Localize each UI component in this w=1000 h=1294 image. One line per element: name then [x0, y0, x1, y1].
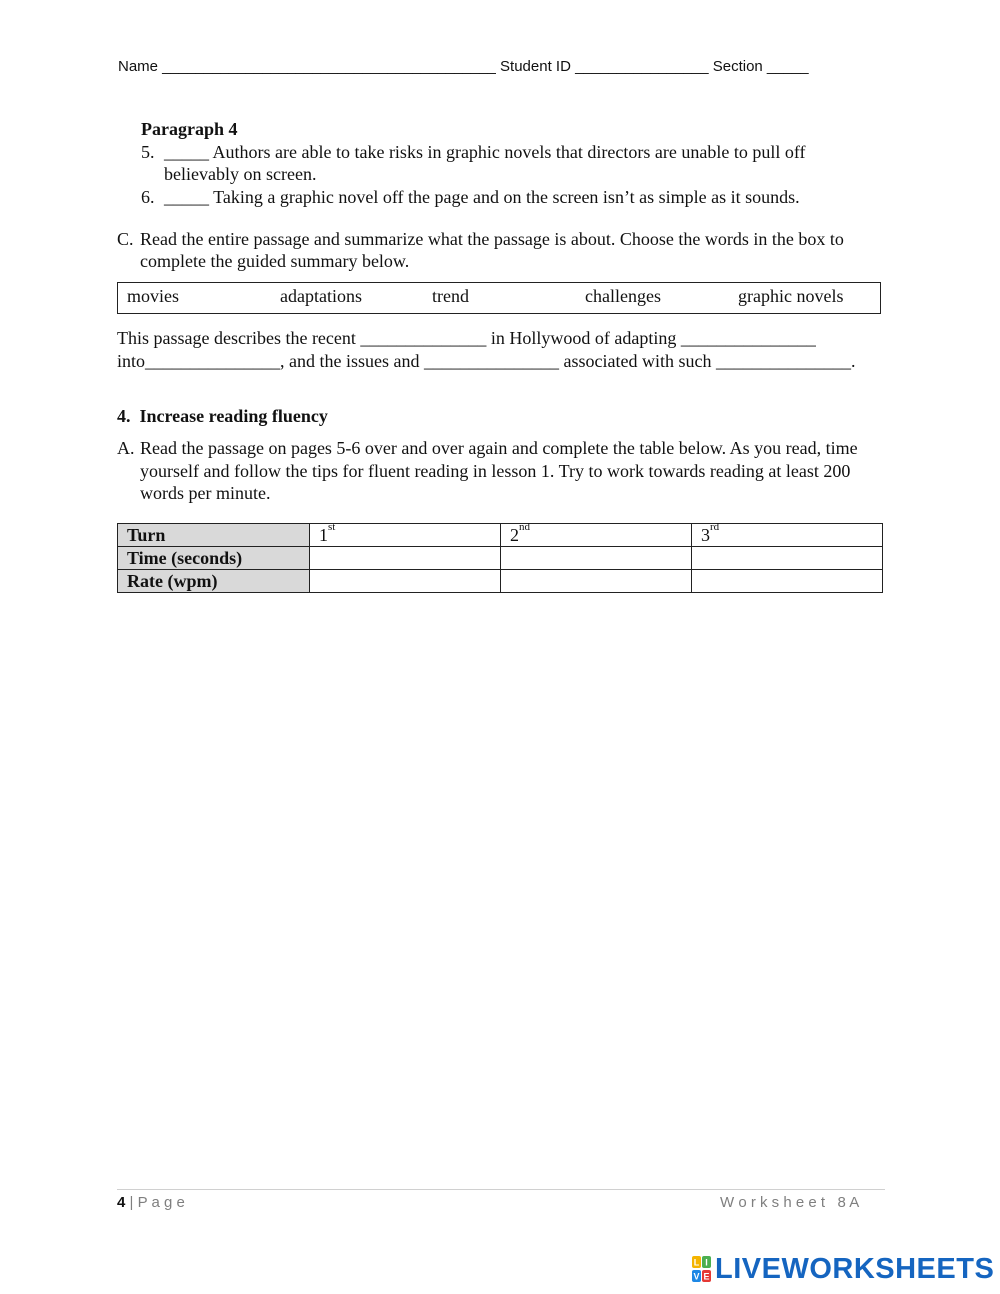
item-number: 6. — [141, 187, 155, 207]
row-label-rate: Rate (wpm) — [118, 570, 310, 593]
live-logo-icon — [692, 1255, 712, 1283]
time-cell-1[interactable] — [310, 547, 501, 570]
student-info-header: Name ________________________________________ Student ID ________________ Section _____ — [118, 58, 809, 75]
brand-name: LIVEWORKSHEETS — [715, 1252, 995, 1285]
turn-header-3: 3rd — [692, 524, 883, 547]
section-4-heading: 4. Increase reading fluency — [117, 406, 328, 426]
rate-cell-1[interactable] — [310, 570, 501, 593]
item-text: _____ Taking a graphic novel off the page and on the screen isn’t as simple as it sounds. — [164, 187, 800, 207]
table-row — [118, 547, 883, 570]
svg-text:E: E — [703, 1271, 710, 1282]
time-cell-3[interactable] — [692, 547, 883, 570]
word-bank-box — [117, 282, 881, 314]
section-letter: A. — [117, 438, 135, 458]
word-bank-item: adaptations — [280, 286, 362, 306]
worksheet-label: W o r k s h e e t 8 A — [720, 1194, 860, 1211]
fluency-table — [117, 523, 883, 593]
table-row — [118, 524, 883, 547]
item-number: 5. — [141, 142, 155, 162]
svg-text:L: L — [693, 1257, 700, 1268]
liveworksheets-brand[interactable] — [692, 1252, 994, 1286]
word-bank-item: trend — [432, 286, 469, 306]
svg-text:I: I — [705, 1257, 708, 1268]
turn-header-1: 1st — [310, 524, 501, 547]
svg-text:V: V — [693, 1271, 700, 1282]
section-letter: C. — [117, 229, 134, 249]
guided-summary: This passage describes the recent ______________ in Hollywood of adapting _______________ into_______________, and the issues and _______________ associated with such _______________. — [117, 328, 856, 371]
table-row — [118, 570, 883, 593]
instruction-text: Read the entire passage and summarize what the passage is about. Choose the words in the box to complete the guided summary below. — [140, 229, 844, 271]
section-4a-instruction — [117, 437, 867, 505]
page-number: 4 — [117, 1194, 126, 1211]
paragraph-heading: Paragraph 4 — [141, 119, 238, 139]
page-label: | P a g e — [129, 1194, 185, 1211]
list-item-5 — [141, 141, 881, 185]
item-text: _____ Authors are able to take risks in graphic novels that directors are unable to pull off believably on screen. — [164, 142, 806, 184]
row-label-turn: Turn — [118, 524, 310, 547]
row-label-time: Time (seconds) — [118, 547, 310, 570]
word-bank-item: graphic novels — [738, 286, 844, 306]
word-bank-item: movies — [127, 286, 179, 306]
list-item-6 — [141, 186, 881, 208]
footer-divider — [117, 1189, 885, 1190]
section-c-instruction — [117, 228, 877, 272]
word-bank-item: challenges — [585, 286, 661, 306]
turn-header-2: 2nd — [501, 524, 692, 547]
instruction-text: Read the passage on pages 5-6 over and over again and complete the table below. As you read, time yourself and follow the tips for fluent reading in lesson 1. Try to work towards reading at least 200 words per minute. — [140, 438, 858, 503]
time-cell-2[interactable] — [501, 547, 692, 570]
rate-cell-2[interactable] — [501, 570, 692, 593]
rate-cell-3[interactable] — [692, 570, 883, 593]
page-indicator — [117, 1194, 185, 1211]
